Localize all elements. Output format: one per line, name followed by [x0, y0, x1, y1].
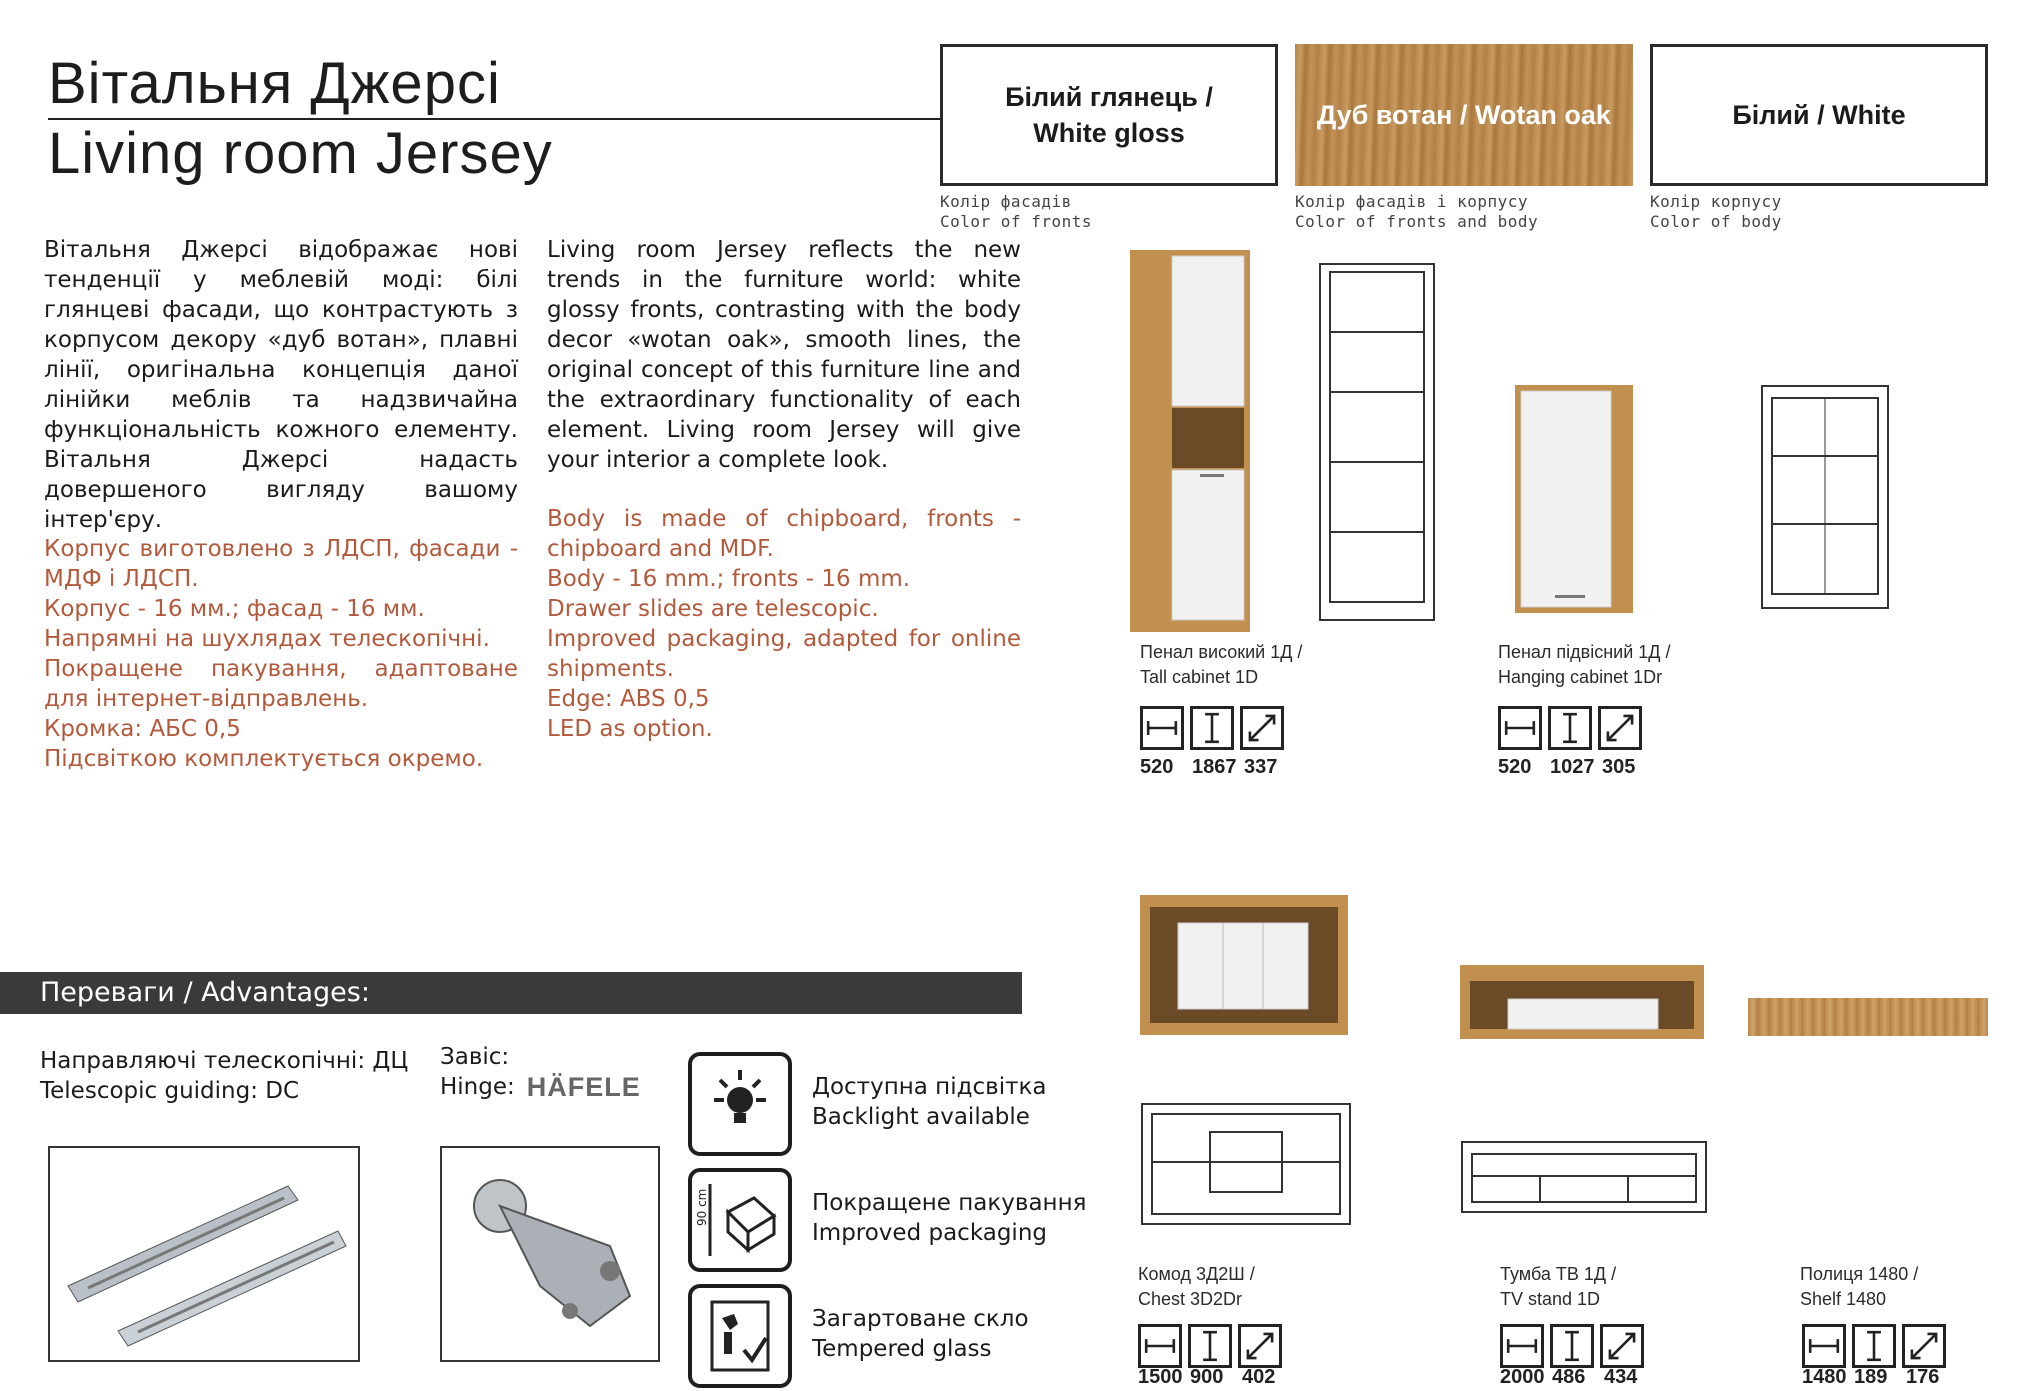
- product-caption-chest: [1138, 1262, 1255, 1312]
- swatch-caption: [1650, 192, 1782, 232]
- depth-value: 434: [1604, 1366, 1638, 1388]
- height-value: 900: [1190, 1366, 1224, 1388]
- width-value: 1500: [1138, 1366, 1183, 1388]
- chest-drawing: [1140, 1102, 1352, 1226]
- dimension-icons: [1138, 1324, 1282, 1368]
- height-value: 486: [1552, 1366, 1586, 1388]
- spec-line: Підсвіткою комплектується окремо.: [44, 746, 484, 772]
- dimension-values: [1138, 1366, 1294, 1389]
- feature-uk: Доступна підсвітка: [812, 1074, 1047, 1100]
- shelf-render: [1748, 998, 1988, 1036]
- product-name-uk: Комод 3Д2Ш /: [1138, 1264, 1255, 1284]
- width-icon: [1802, 1324, 1846, 1368]
- hinge-uk: Завіс:: [440, 1044, 510, 1070]
- width-icon: [1500, 1324, 1544, 1368]
- hanging-cabinet-drawing: [1760, 384, 1890, 610]
- product-caption-tall-cabinet: [1140, 640, 1302, 690]
- product-name-uk: Пенал високий 1Д /: [1140, 642, 1303, 662]
- guides-en: Telescopic guiding: DC: [40, 1078, 300, 1104]
- depth-icon: [1598, 706, 1642, 750]
- height-value: 1867: [1192, 756, 1237, 778]
- spec-line: Напрямні на шухлядах телескопічні.: [44, 626, 490, 652]
- spec-line: Кромка: АБС 0,5: [44, 716, 241, 742]
- swatch-label: Білий глянець / White gloss: [1005, 82, 1213, 148]
- width-icon: [1498, 706, 1542, 750]
- height-icon: [1188, 1324, 1232, 1368]
- chest-render: [1140, 895, 1348, 1035]
- tall-cabinet-render: [1130, 250, 1250, 632]
- height-value: 189: [1854, 1366, 1888, 1388]
- guides-text: [40, 1046, 408, 1106]
- hanging-cabinet-render: [1515, 385, 1633, 613]
- tempered-glass-icon: [688, 1284, 792, 1388]
- depth-value: 176: [1906, 1366, 1940, 1388]
- feature-tempered-glass: [812, 1304, 1029, 1364]
- swatch-wotan-oak: [1295, 44, 1633, 186]
- product-caption-shelf: [1800, 1262, 1918, 1312]
- product-name-en: Tall cabinet 1D: [1140, 667, 1259, 687]
- product-caption-hanging-cabinet: [1498, 640, 1670, 690]
- dimension-values: [1802, 1366, 1958, 1389]
- tv-stand-drawing: [1460, 1140, 1708, 1214]
- product-name-en: Chest 3D2Dr: [1138, 1289, 1243, 1309]
- dimension-icons: [1500, 1324, 1644, 1368]
- caption-en: Color of fronts: [940, 212, 1092, 231]
- spec-line: Body - 16 mm.; fronts - 16 mm.: [547, 566, 911, 592]
- lightbulb-icon: [688, 1052, 792, 1156]
- tall-cabinet-drawing: [1318, 262, 1436, 622]
- width-icon: [1140, 706, 1184, 750]
- product-name-en: TV stand 1D: [1500, 1289, 1601, 1309]
- height-icon: [1852, 1324, 1896, 1368]
- advantages-heading: Переваги / Advantages:: [0, 972, 1022, 1014]
- specs-uk: [44, 534, 518, 774]
- depth-value: 337: [1244, 756, 1278, 778]
- width-value: 2000: [1500, 1366, 1545, 1388]
- swatch-white-gloss: [940, 44, 1278, 186]
- caption-uk: Колір корпусу: [1650, 192, 1782, 211]
- dimension-values: [1498, 756, 1654, 779]
- spec-line: Покращене пакування, адаптоване для інтернет-відправлень.: [44, 656, 518, 712]
- swatch-label: Білий / White: [1732, 100, 1906, 130]
- spec-line: Корпус - 16 мм.; фасад - 16 мм.: [44, 596, 425, 622]
- depth-value: 402: [1242, 1366, 1276, 1388]
- caption-uk: Колір фасадів: [940, 192, 1072, 211]
- dimension-values: [1500, 1366, 1656, 1389]
- caption-en: Color of body: [1650, 212, 1782, 231]
- caption-en: Color of fronts and body: [1295, 212, 1539, 231]
- guides-uk: Направляючі телескопічні: ДЦ: [40, 1048, 409, 1074]
- telescopic-guide-image: [48, 1146, 360, 1362]
- dimension-icons: [1498, 706, 1642, 750]
- description-uk: Вітальня Джерсі відображає нові тенденції у меблевій моді: білі глянцеві фасади, що контрастують з корпусом декору «дуб вотан», плавні лінії, оригінальна концепція даної лінійки меблів та надзвичайна функціональність кожного елементу. Вітальня Джерсі надасть довершеного вигляду вашому інтер'єру.: [44, 237, 518, 533]
- depth-icon: [1902, 1324, 1946, 1368]
- feature-packaging: [812, 1188, 1086, 1248]
- product-name-uk: Пенал підвісний 1Д /: [1498, 642, 1671, 662]
- width-value: 1480: [1802, 1366, 1847, 1388]
- feature-backlight: [812, 1072, 1046, 1132]
- swatch-caption: [1295, 192, 1538, 232]
- package-icon: [688, 1168, 792, 1272]
- feature-en: Tempered glass: [812, 1336, 992, 1362]
- package-icon-label: 90 cm: [695, 1188, 709, 1226]
- swatch-caption: [940, 192, 1092, 232]
- depth-icon: [1240, 706, 1284, 750]
- feature-uk: Покращене пакування: [812, 1190, 1087, 1216]
- depth-icon: [1600, 1324, 1644, 1368]
- swatch-white: [1650, 44, 1988, 186]
- spec-line: Drawer slides are telescopic.: [547, 596, 879, 622]
- height-icon: [1548, 706, 1592, 750]
- spec-line: Improved packaging, adapted for online shipments.: [547, 626, 1021, 682]
- product-name-en: Hanging cabinet 1Dr: [1498, 667, 1663, 687]
- hafele-logo: HÄFELE: [526, 1072, 641, 1102]
- product-caption-tv-stand: [1500, 1262, 1616, 1312]
- product-name-uk: Тумба ТВ 1Д /: [1500, 1264, 1617, 1284]
- hinge-text: [440, 1042, 641, 1102]
- caption-uk: Колір фасадів і корпусу: [1295, 192, 1529, 211]
- tv-stand-render: [1460, 965, 1704, 1039]
- height-icon: [1190, 706, 1234, 750]
- description-en: Living room Jersey reflects the new trends in the furniture world: white glossy fronts, contrasting with the body decor «wotan oak», smooth lines, the original concept of this furniture line and the extraordinary functionality of each element. Living room Jersey will give your interior a complete look.: [547, 237, 1021, 473]
- feature-uk: Загартоване скло: [812, 1306, 1029, 1332]
- hinge-image: [440, 1146, 660, 1362]
- page-title-en: Living room Jersey: [48, 121, 553, 186]
- depth-value: 305: [1602, 756, 1636, 778]
- swatch-label: Дуб вотан / Wotan oak: [1317, 100, 1611, 130]
- dimension-icons: [1802, 1324, 1946, 1368]
- feature-en: Improved packaging: [812, 1220, 1047, 1246]
- dimension-icons: [1140, 706, 1284, 750]
- spec-line: Body is made of chipboard, fronts - chipboard and MDF.: [547, 506, 1021, 562]
- spec-line: LED as option.: [547, 716, 713, 742]
- depth-icon: [1238, 1324, 1282, 1368]
- feature-en: Backlight available: [812, 1104, 1030, 1130]
- width-value: 520: [1498, 756, 1532, 778]
- hinge-en: Hinge:: [440, 1074, 515, 1100]
- page-title-uk: Вітальня Джерсі: [48, 51, 501, 116]
- spec-line: Edge: ABS 0,5: [547, 686, 710, 712]
- width-icon: [1138, 1324, 1182, 1368]
- dimension-values: [1140, 756, 1296, 779]
- height-icon: [1550, 1324, 1594, 1368]
- height-value: 1027: [1550, 756, 1595, 778]
- product-name-uk: Полиця 1480 /: [1800, 1264, 1919, 1284]
- specs-en: [547, 504, 1021, 744]
- spec-line: Корпус виготовлено з ЛДСП, фасади - МДФ і ЛДСП.: [44, 536, 518, 592]
- width-value: 520: [1140, 756, 1174, 778]
- product-name-en: Shelf 1480: [1800, 1289, 1887, 1309]
